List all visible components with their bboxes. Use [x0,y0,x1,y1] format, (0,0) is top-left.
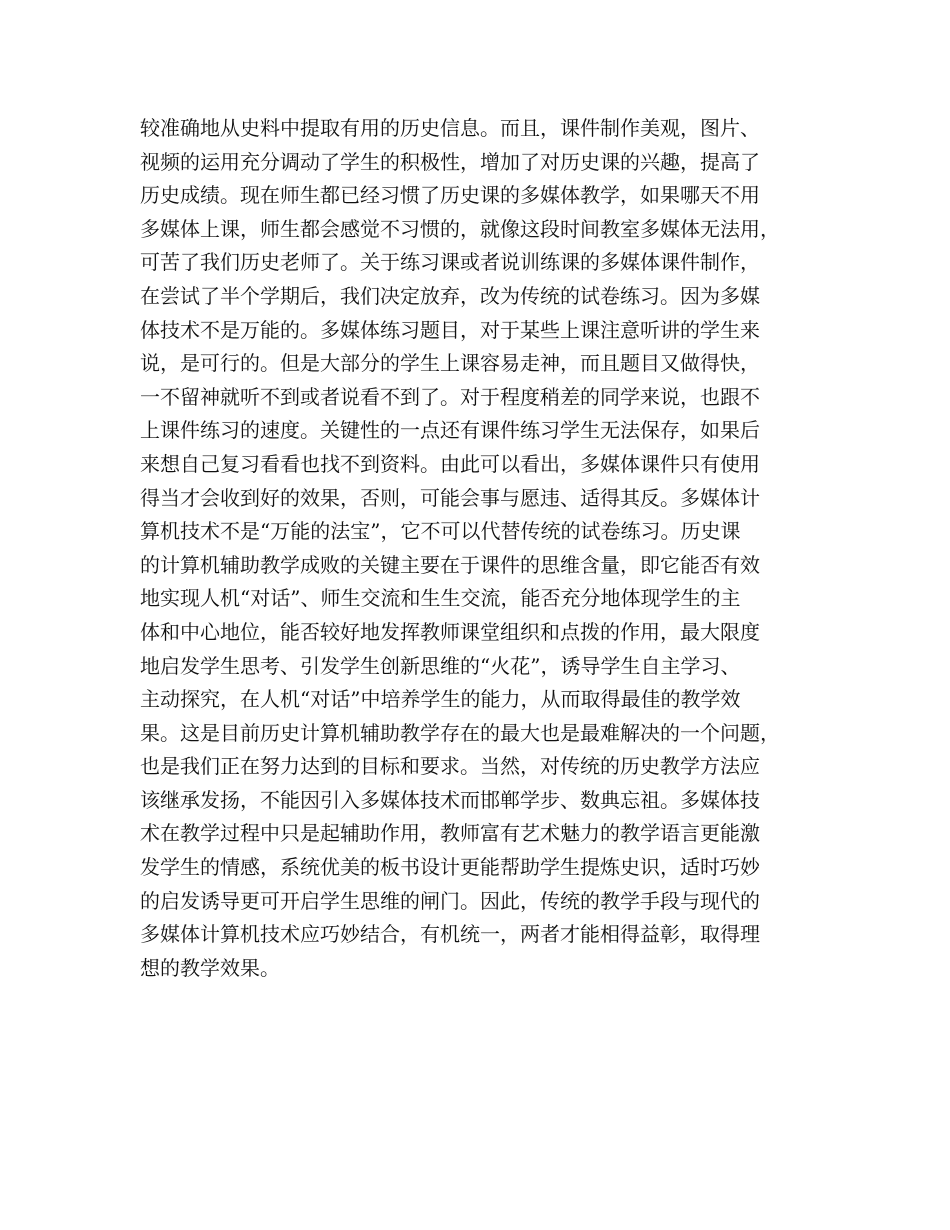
text-line: 地启发学生思考、引发学生创新思维的“火花”，诱导学生自主学习、 [140,653,741,678]
text-line: 较准确地从史料中提取有用的历史信息。而且，课件制作美观，图片、 [140,116,760,140]
text-line: 得当才会收到好的效果，否则，可能会事与愿违、适得其反。多媒体计 [140,485,760,510]
text-line: 视频的运用充分调动了学生的积极性，增加了对历史课的兴趣，提高了 [140,149,760,174]
text-line: 该继承发扬，不能因引入多媒体技术而邯郸学步、数典忘祖。多媒体技 [140,787,760,812]
text-line: 想的教学效果。 [140,955,280,980]
text-line: 多媒体计算机技术应巧妙结合，有机统一，两者才能相得益彰，取得理 [140,922,760,947]
text-line: 的启发诱导更可开启学生思维的闸门。因此，传统的教学手段与现代的 [140,888,760,913]
text-line: 一不留神就听不到或者说看不到了。对于程度稍差的同学来说，也跟不 [140,384,760,409]
text-line: 地实现人机“对话”、师生交流和生生交流，能否充分地体现学生的主 [140,586,741,611]
text-line: 体和中心地位，能否较好地发挥教师课堂组织和点拨的作用，最大限度 [140,619,760,644]
text-line: 术在教学过程中只是起辅助作用，教师富有艺术魅力的教学语言更能激 [140,821,760,846]
text-line: 可苦了我们历史老师了。关于练习课或者说训练课的多媒体课件制作， [140,250,760,275]
text-line: 体技术不是万能的。多媒体练习题目，对于某些上课注意听讲的学生来 [140,317,760,342]
text-line: 也是我们正在努力达到的目标和要求。当然，对传统的历史教学方法应 [140,754,760,779]
text-line: 来想自己复习看看也找不到资料。由此可以看出，多媒体课件只有使用 [140,451,760,476]
text-line: 在尝试了半个学期后，我们决定放弃，改为传统的试卷练习。因为多媒 [140,283,760,308]
text-line: 历史成绩。现在师生都已经习惯了历史课的多媒体教学，如果哪天不用 [140,183,760,208]
text-line: 上课件练习的速度。关键性的一点还有课件练习学生无法保存，如果后 [140,418,760,443]
text-line: 多媒体上课，师生都会感觉不习惯的，就像这段时间教室多媒体无法用， [140,216,780,241]
text-line: 的计算机辅助教学成败的关键主要在于课件的思维含量，即它能否有效 [140,552,760,577]
text-line: 主动探究，在人机“对话”中培养学生的能力，从而取得最佳的教学效 [140,687,741,712]
text-line: 果。这是目前历史计算机辅助教学存在的最大也是最难解决的一个问题， [140,720,780,745]
body-paragraph [140,112,820,985]
text-line: 算机技术不是“万能的法宝”，它不可以代替传统的试卷练习。历史课 [140,519,741,544]
text-line: 说，是可行的。但是大部分的学生上课容易走神，而且题目又做得快， [140,351,760,376]
text-line: 发学生的情感，系统优美的板书设计更能帮助学生提炼史识，适时巧妙 [140,855,760,880]
